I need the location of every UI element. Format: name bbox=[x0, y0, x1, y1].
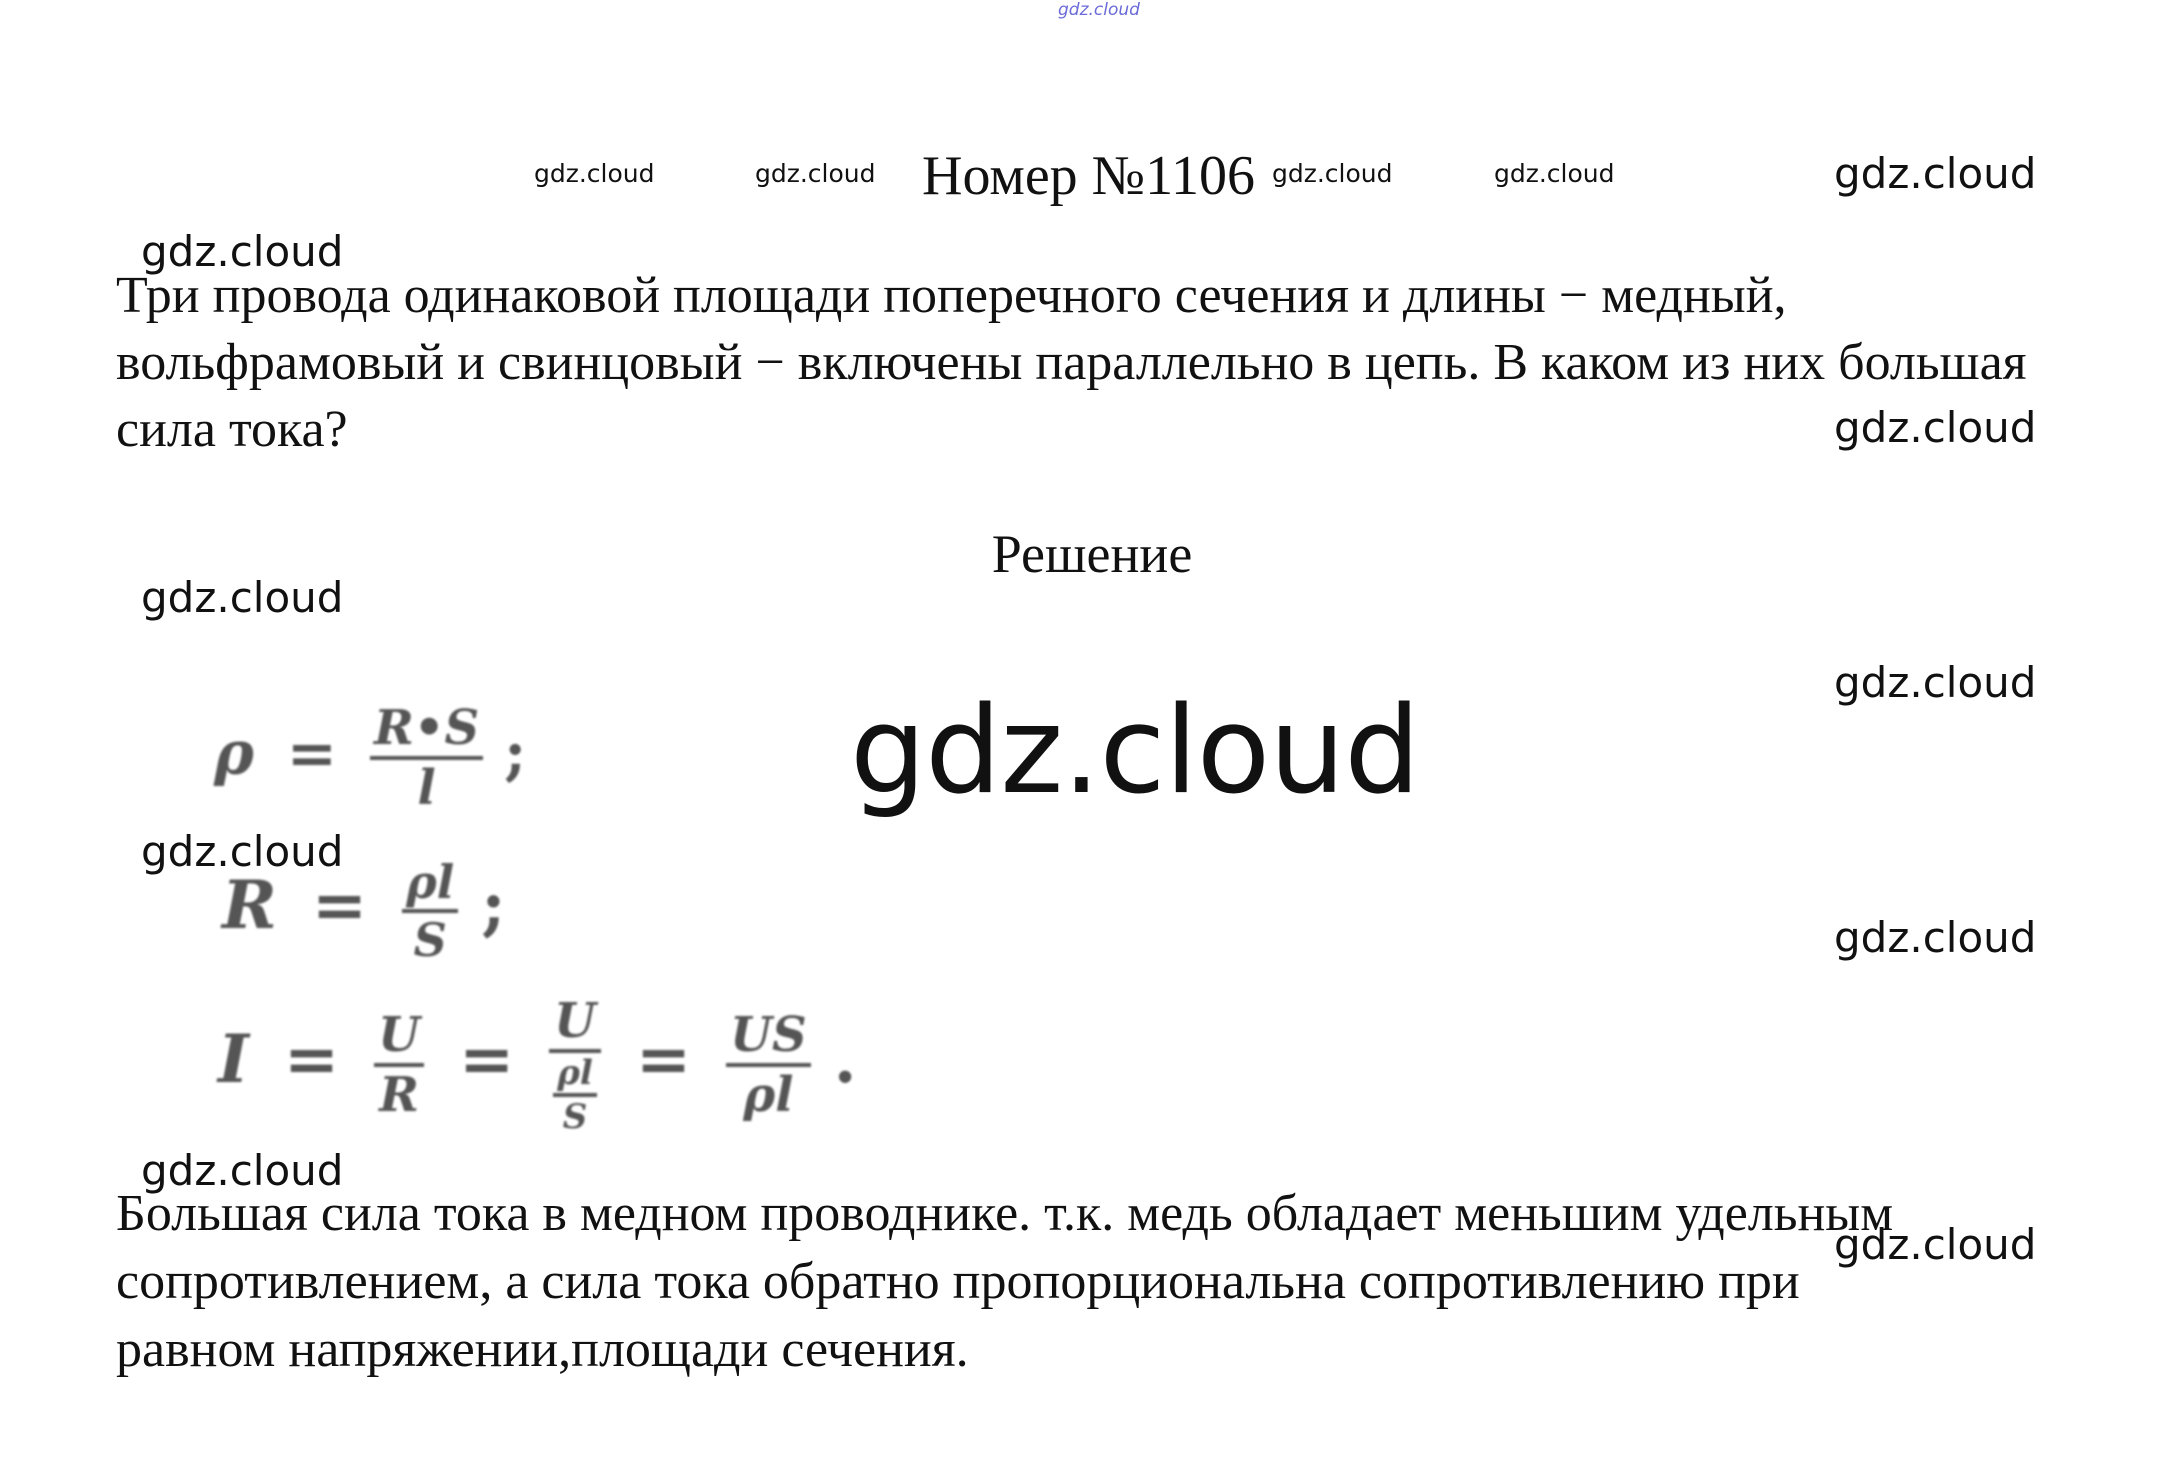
watermark: gdz.cloud bbox=[1834, 149, 2037, 198]
solution-heading: Решение bbox=[991, 524, 1193, 584]
watermark: gdz.cloud bbox=[534, 159, 655, 188]
fraction-numerator: US bbox=[726, 1007, 811, 1067]
fraction-denominator bbox=[549, 1053, 601, 1137]
watermark: gdz.cloud bbox=[1494, 159, 1615, 188]
watermark: gdz.cloud bbox=[1834, 913, 2037, 962]
fraction-denominator: l bbox=[417, 760, 436, 816]
formula-equals: = bbox=[635, 1020, 692, 1098]
watermark: gdz.cloud bbox=[141, 227, 344, 276]
formula-fraction bbox=[374, 1007, 424, 1123]
watermark: gdz.cloud bbox=[1834, 403, 2037, 452]
problem-text: Три провода одинаковой площади поперечного сечения и длины − медный, вольфрамовый и свинцовый − включены параллельно в цепь. В каком из них большая сила тока? bbox=[116, 267, 2027, 458]
fraction-denominator: R bbox=[379, 1067, 420, 1123]
watermark-top: gdz.cloud bbox=[1058, 0, 1140, 20]
formula-fraction bbox=[402, 855, 458, 967]
formula-equals: = bbox=[459, 1020, 515, 1098]
fraction-numerator: U bbox=[374, 1007, 424, 1067]
formula-end: ; bbox=[504, 718, 527, 789]
watermark: gdz.cloud bbox=[141, 827, 344, 876]
watermark-large: gdz.cloud bbox=[850, 682, 1420, 821]
page-title: Номер №1106 bbox=[922, 145, 1256, 207]
formula-end: ; bbox=[481, 866, 506, 944]
watermark: gdz.cloud bbox=[1834, 658, 2037, 707]
watermark: gdz.cloud bbox=[1834, 1220, 2037, 1269]
formula-lhs: I bbox=[218, 1020, 249, 1098]
answer-text: Большая сила тока в медном проводнике. т.к. медь обладает меньшим удельным сопротивлением, а сила тока обратно пропорциональна сопротивлению при равном напряжении,площади сечения. bbox=[116, 1185, 1894, 1378]
formula-current bbox=[218, 993, 857, 1137]
formula-fraction bbox=[726, 1007, 811, 1123]
watermark: gdz.cloud bbox=[141, 573, 344, 622]
formula-end: . bbox=[833, 1020, 857, 1098]
nested-fraction bbox=[553, 1053, 597, 1137]
formula-lhs: ρ bbox=[214, 718, 254, 789]
fraction-denominator: S bbox=[413, 913, 447, 967]
fraction-numerator: ρl bbox=[402, 855, 458, 913]
formula-equals: = bbox=[286, 718, 338, 789]
formula-resistance bbox=[222, 855, 506, 967]
formula-lhs: R bbox=[222, 866, 277, 944]
formula-equals: = bbox=[311, 866, 368, 944]
formula-resistivity bbox=[214, 700, 526, 816]
fraction-denominator: S bbox=[562, 1097, 588, 1137]
watermark: gdz.cloud bbox=[1272, 159, 1393, 188]
formula-equals: = bbox=[283, 1020, 340, 1098]
watermark: gdz.cloud bbox=[141, 1146, 344, 1195]
fraction-numerator: U bbox=[549, 993, 601, 1053]
formula-fraction bbox=[549, 993, 601, 1137]
fraction-denominator: ρl bbox=[743, 1067, 794, 1123]
formula-fraction bbox=[370, 700, 483, 816]
watermark: gdz.cloud bbox=[755, 159, 876, 188]
fraction-numerator: ρl bbox=[553, 1053, 597, 1097]
fraction-numerator: R•S bbox=[370, 700, 483, 760]
